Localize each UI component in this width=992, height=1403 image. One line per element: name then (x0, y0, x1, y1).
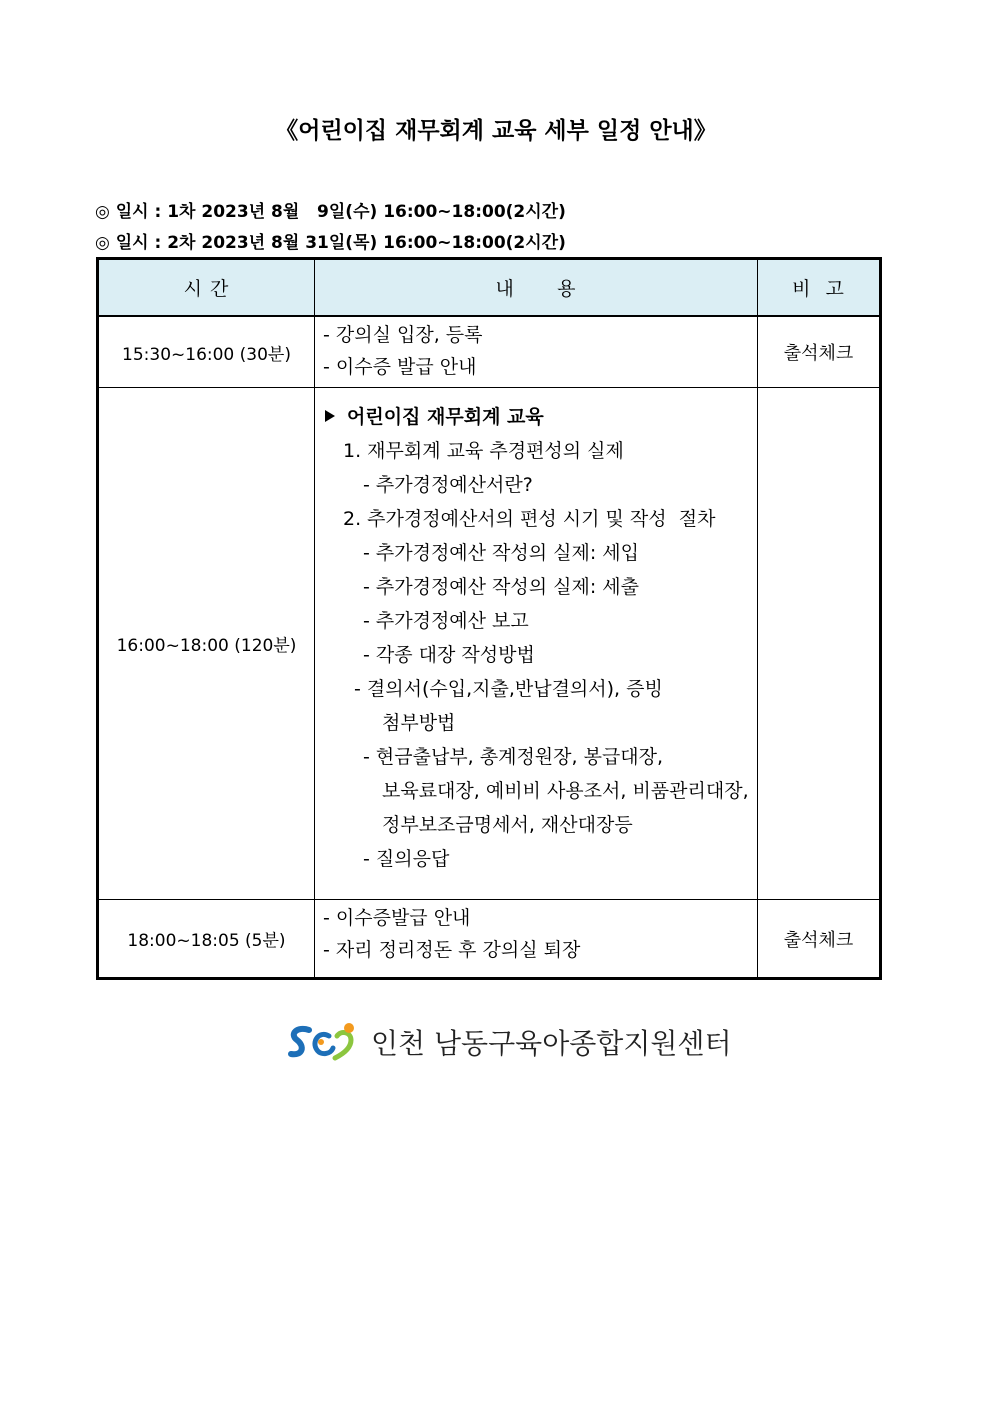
document-title: 《어린이집 재무회계 교육 세부 일정 안내》 (275, 118, 717, 144)
content-line: 보육료대장, 예비비 사용조서, 비품관리대장, (382, 780, 749, 802)
content-line: 2. 추가경정예산서의 편성 시기 및 작성 절차 (343, 508, 716, 530)
footer (285, 1020, 732, 1064)
content-line: 첨부방법 (382, 712, 456, 734)
content-line: 정부보조금명세서, 재산대장등 (382, 814, 633, 836)
content-line: - 결의서(수입,지출,반납결의서), 증빙 (354, 678, 663, 700)
content-heading: 어린이집 재무회계 교육 (325, 400, 757, 434)
center-logo-icon (285, 1020, 363, 1064)
content-line: - 추가경정예산 보고 (363, 610, 529, 632)
note-cell: 출석체크 (758, 900, 881, 979)
content-line: - 이수증 발급 안내 (323, 356, 477, 378)
content-line: - 자리 정리정돈 후 강의실 퇴장 (323, 939, 581, 961)
content-line: 1. 재무회계 교육 추경편성의 실제 (343, 440, 624, 462)
content-line: - 질의응답 (363, 848, 450, 870)
note-cell (758, 388, 881, 900)
content-line: - 이수증발급 안내 (323, 907, 471, 929)
content-line: - 추가경정예산 작성의 실제: 세출 (363, 576, 640, 598)
content-cell (315, 316, 758, 388)
table-row (98, 316, 881, 388)
header-content: 내 용 (315, 259, 758, 317)
table-row (98, 900, 881, 979)
table-row (98, 388, 881, 900)
content-line: - 추가경정예산서란? (363, 474, 533, 496)
schedule-table (96, 257, 882, 980)
content-cell (315, 900, 758, 979)
time-cell: 15:30~16:00 (30분) (98, 316, 315, 388)
time-cell: 16:00~18:00 (120분) (98, 388, 315, 900)
content-line: - 강의실 입장, 등록 (323, 324, 483, 346)
time-cell: 18:00~18:05 (5분) (98, 900, 315, 979)
content-line: - 추가경정예산 작성의 실제: 세입 (363, 542, 640, 564)
content-line: - 각종 대장 작성방법 (363, 644, 535, 666)
schedule-line-1: ◎ 일시 : 1차 2023년 8월 9일(수) 16:00~18:00(2시간) (95, 202, 566, 222)
header-note: 비 고 (758, 259, 881, 317)
content-cell (315, 388, 758, 900)
note-cell: 출석체크 (758, 316, 881, 388)
header-time: 시 간 (98, 259, 315, 317)
schedule-line-2: ◎ 일시 : 2차 2023년 8월 31일(목) 16:00~18:00(2시간) (95, 233, 566, 253)
organization-name: 인천 남동구육아종합지원센터 (371, 1027, 732, 1060)
content-line: - 현금출납부, 총계정원장, 봉급대장, (363, 746, 664, 768)
triangle-bullet-icon (325, 410, 335, 422)
table-header-row (98, 259, 881, 317)
